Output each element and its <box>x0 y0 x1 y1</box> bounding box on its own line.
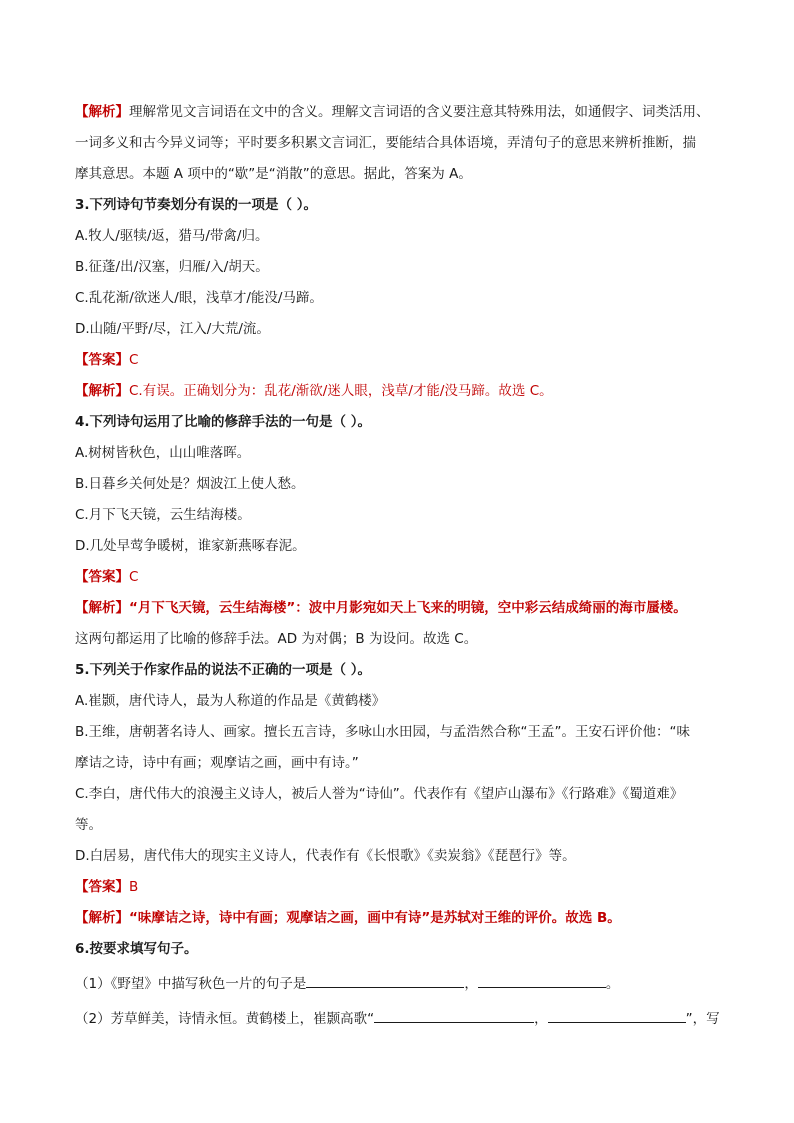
q4-answer <box>75 568 725 586</box>
answer-value: B <box>129 879 139 895</box>
comma: ， <box>534 1011 548 1027</box>
question-6-stem: 6.按要求填写句子。 <box>75 941 198 957</box>
q3-option-a: A.牧人/驱犊/返，猎马/带禽/归。 <box>75 228 269 244</box>
q4-option-c: C.月下飞天镜，云生结海楼。 <box>75 507 251 523</box>
q5-option-a: A.崔颢，唐代诗人，最为人称道的作品是《黄鹤楼》 <box>75 693 386 709</box>
question-4-stem: 4.下列诗句运用了比喻的修辞手法的一句是（ ）。 <box>75 414 371 430</box>
item-prefix: （2）芳草鲜美，诗情永恒。黄鹤楼上，崔颢高歌“ <box>75 1011 375 1027</box>
item-suffix: 。 <box>605 976 620 992</box>
answer-tag: 【答案】 <box>75 879 129 895</box>
answer-tag: 【答案】 <box>75 352 129 368</box>
fill-blank[interactable] <box>548 1010 686 1023</box>
comma: ， <box>464 976 478 992</box>
analysis-text: C.有误。正确划分为：乱花/渐欲/迷人眼，浅草/才能/没马蹄。故选 C。 <box>129 383 553 399</box>
q4-analysis <box>75 599 725 617</box>
analysis-tag: 【解析】 <box>75 383 129 399</box>
q6-item-2 <box>75 1010 725 1028</box>
q4-option-a: A.树树皆秋色，山山唯落晖。 <box>75 445 251 461</box>
answer-value: C <box>129 352 139 368</box>
fill-blank[interactable] <box>306 975 464 988</box>
q5-option-b-cont: 摩诘之诗，诗中有画；观摩诘之画，画中有诗。” <box>75 755 359 771</box>
item-suffix: ”，写 <box>685 1011 720 1027</box>
question-5-stem: 5.下列关于作家作品的说法不正确的一项是（ ）。 <box>75 662 371 678</box>
analysis-line-2: 一词多义和古今异义词等；平时要多积累文言词汇，要能结合具体语境，弄清句子的意思来辨析推断，揣 <box>75 135 696 151</box>
answer-tag: 【答案】 <box>75 569 129 585</box>
q6-item-1 <box>75 975 725 993</box>
q3-analysis <box>75 382 725 400</box>
q5-option-b: B.王维，唐朝著名诗人、画家。擅长五言诗，多咏山水田园，与孟浩然合称“王孟”。王安石评价他：“味 <box>75 724 691 740</box>
q4-analysis-cont: 这两句都运用了比喻的修辞手法。AD 为对偶；B 为设问。故选 C。 <box>75 631 478 647</box>
q4-option-b: B.日暮乡关何处是？烟波江上使人愁。 <box>75 476 305 492</box>
analysis-tag: 【解析】 <box>75 104 129 120</box>
q5-analysis <box>75 909 725 927</box>
analysis-text: 理解常见文言词语在文中的含义。理解文言词语的含义要注意其特殊用法，如通假字、词类活用、 <box>129 104 710 120</box>
fill-blank[interactable] <box>478 975 606 988</box>
analysis-tag: 【解析】 <box>75 910 129 926</box>
analysis-text: “味摩诘之诗，诗中有画；观摩诘之画，画中有诗”是苏轼对王维的评价。故选 B。 <box>129 910 621 926</box>
q5-option-c: C.李白，唐代伟大的浪漫主义诗人，被后人誉为“诗仙”。代表作有《望庐山瀑布》《行路难》《蜀道难》 <box>75 786 684 802</box>
q5-answer <box>75 878 725 896</box>
q3-answer <box>75 351 725 369</box>
q3-option-c: C.乱花渐/欲迷人/眼，浅草才/能没/马蹄。 <box>75 290 323 306</box>
q5-option-d: D.白居易，唐代伟大的现实主义诗人，代表作有《长恨歌》《卖炭翁》《琵琶行》等。 <box>75 848 576 864</box>
analysis-line-1 <box>75 103 725 121</box>
question-3-stem: 3.下列诗句节奏划分有误的一项是（ ）。 <box>75 197 317 213</box>
q4-option-d: D.几处早莺争暖树，谁家新燕啄春泥。 <box>75 538 306 554</box>
answer-value: C <box>129 569 139 585</box>
q3-option-b: B.征蓬/出/汉塞，归雁/入/胡天。 <box>75 259 269 275</box>
analysis-line-3: 摩其意思。本题 A 项中的“歇”是“消散”的意思。据此，答案为 A。 <box>75 166 472 182</box>
fill-blank[interactable] <box>374 1010 534 1023</box>
item-prefix: （1）《野望》中描写秋色一片的句子是 <box>75 976 307 992</box>
analysis-text: “月下飞天镜，云生结海楼”：波中月影宛如天上飞来的明镜，空中彩云结成绮丽的海市蜃楼。 <box>129 600 687 616</box>
q3-option-d: D.山随/平野/尽，江入/大荒/流。 <box>75 321 270 337</box>
analysis-tag: 【解析】 <box>75 600 129 616</box>
q5-option-c-cont: 等。 <box>75 817 102 833</box>
